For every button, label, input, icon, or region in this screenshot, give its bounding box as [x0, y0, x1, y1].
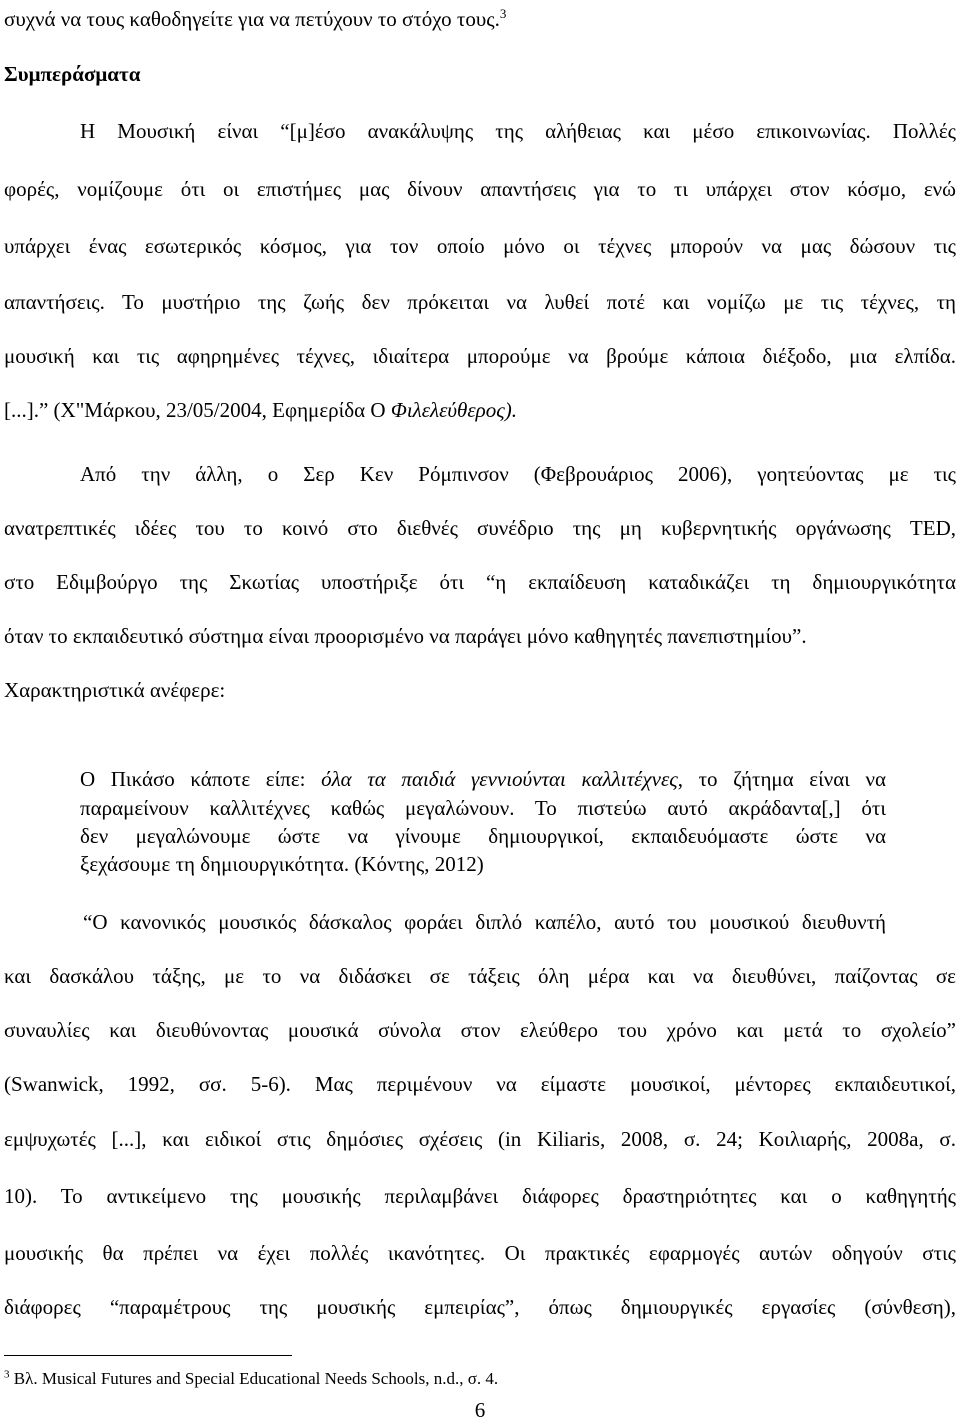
paragraph-line: (Swanwick, 1992, σσ. 5-6). Μας περιμένουν να είμαστε μουσικοί, μέντορες εκπαιδευτικοί,	[4, 1072, 956, 1096]
page-number: 6	[474, 1398, 486, 1422]
paragraph-line: εμψυχωτές [...], και ειδικοί στις δημόσιες σχέσεις (in Kiliaris, 2008, σ. 24; Κοιλιαρής, 2008a, σ.	[4, 1127, 956, 1151]
footnote-text: Βλ. Musical Futures and Special Educational Needs Schools, n.d., σ. 4.	[9, 1369, 499, 1388]
paragraph-line: υπάρχει ένας εσωτερικός κόσμος, για τον οποίο μόνο οι τέχνες μπορούν να μας δώσουν τις	[4, 234, 956, 258]
paragraph-line: στο Εδιμβούργο της Σκωτίας υποστήριξε ότι “η εκπαίδευση καταδικάζει τη δημιουργικότητα	[4, 570, 956, 594]
paragraph-line: “Ο κανονικός μουσικός δάσκαλος φοράει διπλό καπέλο, αυτό του μουσικού διευθυντή	[83, 910, 886, 934]
paragraph-line: Η Μουσική είναι “[μ]έσο ανακάλυψης της αλήθειας και μέσο επικοινωνίας. Πολλές	[80, 119, 956, 143]
paragraph-line: μουσική και τις αφηρημένες τέχνες, ιδιαίτερα μπορούμε να βρούμε κάποια διέξοδο, μια ελπίδα.	[4, 344, 956, 368]
footnote-separator	[4, 1355, 292, 1356]
citation-text: [...].” (Χ"Μάρκου, 23/05/2004, Εφημερίδα Ο	[4, 398, 391, 422]
paragraph-line: Από την άλλη, ο Σερ Κεν Ρόμπινσον (Φεβρουάριος 2006), γοητεύοντας με τις	[80, 462, 956, 486]
footnote	[4, 1368, 498, 1390]
carryover-text: συχνά να τους καθοδηγείτε για να πετύχουν το στόχο τους.	[4, 7, 500, 31]
blockquote-text: Ο Πικάσο κάποτε είπε:	[80, 767, 322, 791]
footnote-number: 3	[4, 1368, 10, 1381]
paragraph-line: διάφορες “παραμέτρους της μουσικής εμπειρίας”, όπως δημιουργικές εργασίες (σύνθεση),	[4, 1295, 956, 1319]
paragraph-line: και δασκάλου τάξης, με το να διδάσκει σε τάξεις όλη μέρα και να διευθύνει, παίζοντας σε	[4, 964, 956, 988]
paragraph-line: μουσικής θα πρέπει να έχει πολλές ικανότητες. Οι πρακτικές εφαρμογές αυτών οδηγούν στις	[4, 1241, 956, 1265]
section-heading: Συμπεράσματα	[4, 62, 141, 86]
newspaper-name: Φιλελεύθερος).	[390, 398, 517, 422]
blockquote-line: παραμείνουν καλλιτέχνες καθώς μεγαλώνουν. Το πιστεύω αυτό ακράδαντα[,] ότι	[80, 796, 886, 820]
paragraph-line: συναυλίες και διευθύνοντας μουσικά σύνολα στον ελεύθερο του χρόνο και μετά το σχολείο”	[4, 1018, 956, 1042]
paragraph-line: ανατρεπτικές ιδέες του το κοινό στο διεθνές συνέδριο της μη κυβερνητικής οργάνωσης TED,	[4, 516, 956, 540]
paragraph-line: απαντήσεις. Το μυστήριο της ζωής δεν πρόκειται να λυθεί ποτέ και νομίζω με τις τέχνες, τη	[4, 290, 956, 314]
paragraph-line: φορές, νομίζουμε ότι οι επιστήμες μας δίνουν απαντήσεις για το τι υπάρχει στον κόσμο, ενώ	[4, 177, 956, 201]
blockquote-quote: όλα τα παιδιά γεννιούνται καλλιτέχνες	[321, 767, 678, 791]
footnote-reference: 3	[499, 6, 507, 21]
blockquote-line: ξεχάσουμε τη δημιουργικότητα. (Κόντης, 2012)	[80, 852, 484, 876]
carryover-line	[4, 6, 956, 32]
blockquote-text: , το ζήτημα είναι να	[677, 767, 886, 791]
paragraph-line: Χαρακτηριστικά ανέφερε:	[4, 678, 226, 702]
blockquote-line	[80, 766, 886, 792]
blockquote-line: δεν μεγαλώνουμε ώστε να γίνουμε δημιουργικοί, εκπαιδευόμαστε ώστε να	[80, 824, 886, 848]
paragraph-line: 10). Το αντικείμενο της μουσικής περιλαμβάνει διάφορες δραστηριότητες και ο καθηγητής	[4, 1184, 956, 1208]
paragraph-line: όταν το εκπαιδευτικό σύστημα είναι προορισμένο να παράγει μόνο καθηγητές πανεπιστημίου”.	[4, 624, 807, 648]
citation-line	[4, 397, 956, 423]
